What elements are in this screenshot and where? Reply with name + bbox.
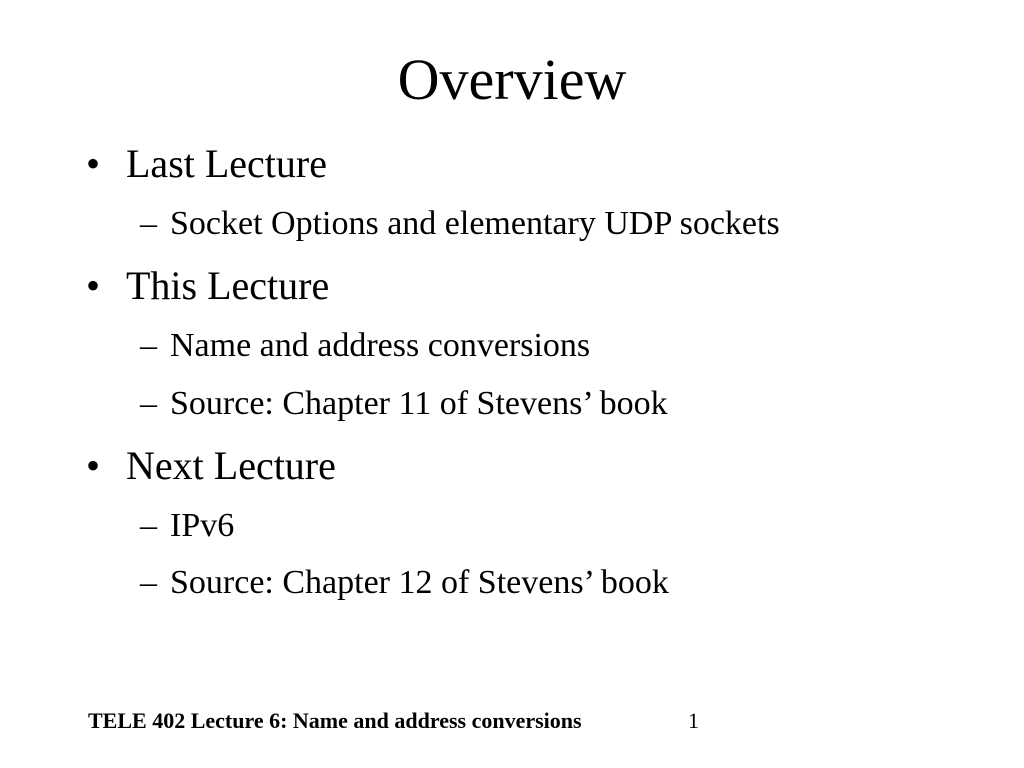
dash-glyph: – [140, 327, 157, 364]
bullet-heading: Next Lecture [126, 443, 336, 488]
bullet-last-lecture [86, 140, 327, 188]
bullet-glyph: • [86, 443, 101, 488]
bullet-this-lecture [86, 262, 329, 310]
sub-bullet [140, 506, 234, 546]
sub-bullet-text: IPv6 [170, 507, 235, 544]
bullet-next-lecture [86, 442, 336, 490]
slide-title: Overview [397, 47, 627, 112]
sub-bullet-text: Socket Options and elementary UDP sockets [170, 205, 780, 242]
dash-glyph: – [140, 385, 157, 422]
sub-bullet-text: Source: Chapter 12 of Stevens’ book [170, 564, 669, 601]
sub-bullet-text: Name and address conversions [170, 327, 591, 364]
slide-footer: TELE 402 Lecture 6: Name and address conversions [88, 708, 582, 733]
sub-bullet [140, 326, 590, 366]
bullet-glyph: • [86, 141, 101, 186]
sub-bullet [140, 384, 668, 424]
sub-bullet [140, 563, 669, 603]
sub-bullet [140, 204, 780, 244]
bullet-heading: Last Lecture [126, 141, 327, 186]
sub-bullet-text: Source: Chapter 11 of Stevens’ book [170, 385, 668, 422]
page-number: 1 [688, 708, 699, 733]
dash-glyph: – [140, 205, 157, 242]
dash-glyph: – [140, 507, 157, 544]
dash-glyph: – [140, 564, 157, 601]
bullet-heading: This Lecture [126, 263, 330, 308]
bullet-glyph: • [86, 263, 101, 308]
